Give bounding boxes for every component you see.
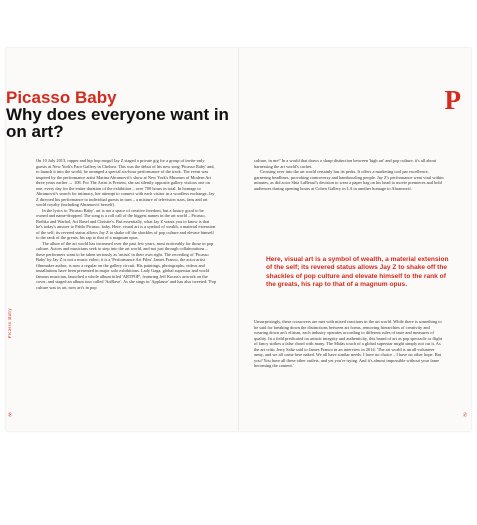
paragraph: In the lyrics to 'Picasso Baby', art is not a space of creative freedom, but a luxury good to be owned and name-dropped. The song is a roll call of the biggest names in the art world – Picasso, Rothko and Warhol, Art Basel and Christie's. But essentially, what Jay Z wants you to know is that he's today's answer to Pablo Picasso, baby. Here, visual art is a symbol of wealth, a material extension of the self; its revered status allows Jay Z to shake off the shackles of pop culture and elevate himself to the rank of the greats, his rap to that of a magnum opus. — [36, 207, 216, 240]
page-number-left: 88 — [7, 412, 13, 417]
paragraph: The allure of the art world has increased over the past few years, most noticeably for those in pop culture. Actors and musicians seek to step into the art world, and not just through collaborations – these performers want to be taken seriously as 'artists' in their own right. The recording of 'Picasso Baby' by Jay Z is not a music video; it is a 'Performance Art Film'. James Franco, the actor artist filmmaker author, is now a regular on the gallery circuit. His paintings, photographs, videos and installations have been presented in major solo exhibitions. Lady Gaga, global superstar and world famous musician, launched a whole album titled 'ARTPOP', featuring Jeff Koons's artwork on the cover, and staged an album tour called 'ArtRave'. As she sings in 'Applause' and has also tweeted: 'Pop culture was in art, now art's in pop — [36, 240, 216, 290]
section-letter: P — [444, 85, 461, 115]
body-column-right-top — [254, 158, 444, 191]
book-spread — [6, 48, 471, 431]
page-gutter — [238, 48, 239, 431]
chapter-subtitle: Why does everyone want in on art? — [6, 105, 229, 141]
pull-quote: Here, visual art is a symbol of wealth, a material extension of the self; its revered status allows Jay Z to shake off the shackles of pop culture and elevate himself to the rank of the greats, his rap to that of a magnum opus. — [266, 256, 449, 288]
paragraph: On 10 July 2013, rapper and hip hop mogul Jay Z staged a private gig for a group of invite-only guests at New York's Pace Gallery in Chelsea. This was the debut of his new song 'Picasso Baby' and, to launch it into the world, he arranged a special six-hour performance of the track. The event was inspired by the performance artist Marina Abramović's show at New York's Museum of Modern Art three years earlier → 108. For The Artist is Present, she sat silently opposite gallery visitors one on one, every day for the entire duration of the exhibition – over 700 hours in total. In homage to Abramović's search for intimacy, her attempt to connect with each visitor in a wordless exchange, Jay Z directed his performance to individual guests in turn – a mixture of television stars, fans and art world royalty (including Abramović herself). — [36, 158, 215, 207]
side-label: Picasso Baby — [8, 308, 13, 339]
body-column-right-bottom — [254, 319, 444, 369]
paragraph: Unsurprisingly, these crossovers are met with mixed reactions in the art world. While there is something to be said for breaking down the distinctions between art forms, removing hierarchies of creativity and wearing down art's elitism, each industry operates according to different rules of taste and measures of quality. In a field predicated on artistic integrity and authenticity, this brand of art as pop spectacle or flight of fancy strikes a false chord with many. The Midas touch of a global superstar might simply not cut it. As the art critic Jerry Saltz said to James Franco in an interview in 2014: 'The art world is an all-volunteer army, and we all come here naked. We all have similar needs. I have no choice – I have no other hope. But you? You have all these other outlets, and yet you're trying. And it's almost impossible without your fame becoming the content.' — [254, 319, 442, 368]
page-number-right: 89 — [462, 412, 468, 417]
body-column-left — [36, 158, 216, 290]
paragraph: Crossing over into the art world certainly has its perks. It offers a marketing tool par excellence, garnering headlines, provoking controversy and bamboozling people. Jay Z's performance went viral within minutes, as did actor Shia LaBeouf's decision to wear a paper bag on his head to movie premieres and hold audiences during opening hours at Cohen Gallery in LA in another homage to Abramović. — [254, 169, 444, 191]
paragraph: culture, in me!' In a world that draws a sharp distinction between 'high art' and pop culture, it's all about harnessing the art world's cachet. — [254, 158, 437, 169]
chapter-title: Picasso Baby — [6, 88, 117, 107]
